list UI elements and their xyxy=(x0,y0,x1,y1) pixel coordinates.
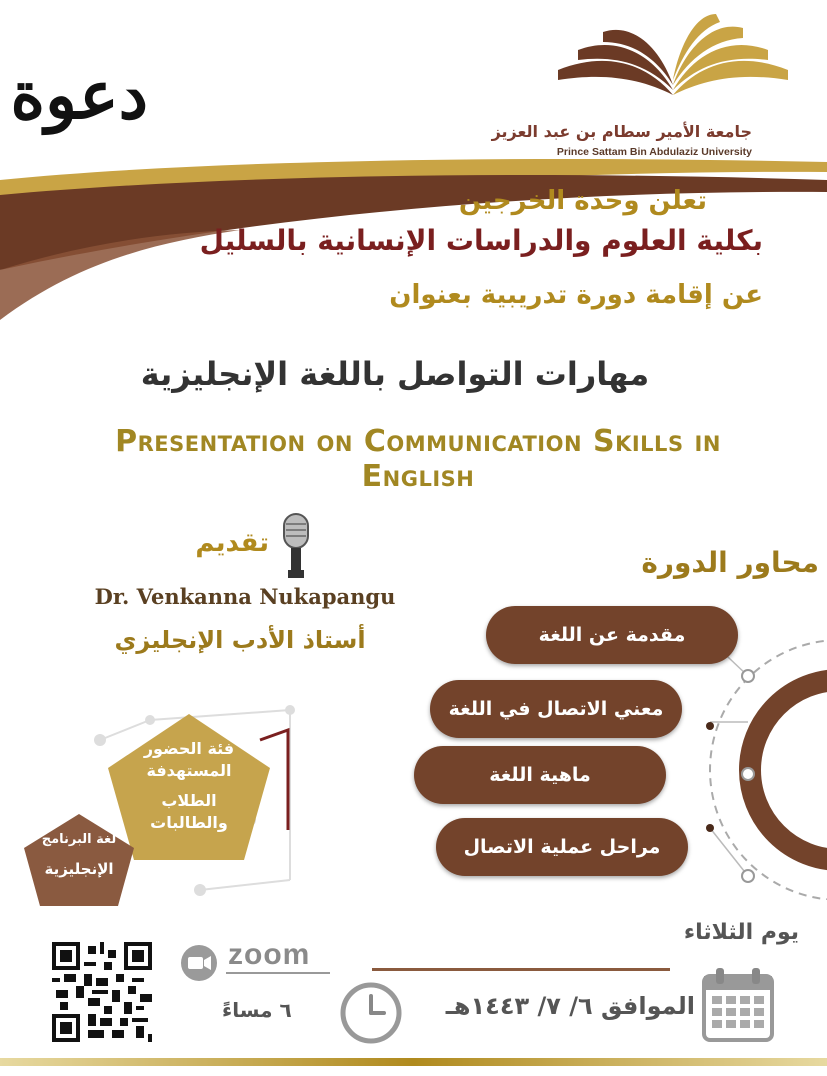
course-axis-item: معني الاتصال في اللغة xyxy=(430,680,682,738)
university-book-emblem-icon xyxy=(548,10,798,120)
zoom-camera-icon xyxy=(180,944,218,982)
event-time: ٦ مساءً xyxy=(222,998,292,1022)
divider xyxy=(372,968,670,971)
calendar-icon xyxy=(700,966,776,1044)
presenter-title: أستاذ الأدب الإنجليزي xyxy=(114,626,366,654)
qr-code[interactable] xyxy=(52,942,152,1042)
target-audience-value: الطلاب والطالبات xyxy=(150,791,228,832)
invitation-word: دعوة xyxy=(10,56,148,134)
program-language-value: الإنجليزية xyxy=(44,860,114,878)
zoom-underline xyxy=(226,972,330,974)
course-axis-item: ماهية اللغة xyxy=(414,746,666,804)
presenter-label: تقديم xyxy=(195,528,269,558)
event-day: يوم الثلاثاء xyxy=(683,920,799,945)
announcement-line-1: تعلن وحدة الخرجين xyxy=(458,186,707,216)
program-language-label: لغة البرنامج xyxy=(41,832,117,847)
target-audience-label: فئة الحضور المستهدفة xyxy=(143,739,235,780)
course-title-english: Presentation on Communication Skills in English xyxy=(115,424,721,494)
announcement-line-3: عن إقامة دورة تدريبية بعنوان xyxy=(389,280,763,310)
zoom-logo-text: zoom xyxy=(228,938,311,971)
course-axis-item: مقدمة عن اللغة xyxy=(486,606,738,664)
presenter-name: Dr. Venkanna Nukapangu xyxy=(94,584,396,609)
university-logo xyxy=(491,10,798,160)
bottom-bar xyxy=(0,1058,827,1066)
clock-icon xyxy=(340,982,402,1044)
announcement-line-2: بكلية العلوم والدراسات الإنسانية بالسليل xyxy=(199,224,763,257)
course-axes-title: محاور الدورة xyxy=(641,546,819,579)
university-name-english: Prince Sattam Bin Abdulaziz University xyxy=(556,146,752,158)
course-axis-item: مراحل عملية الاتصال xyxy=(436,818,688,876)
course-title-arabic: مهارات التواصل باللغة الإنجليزية xyxy=(140,355,650,393)
microphone-icon xyxy=(276,512,316,582)
event-date: الموافق ٦/ ٧/ ١٤٤٣هـ xyxy=(445,992,695,1020)
university-name-arabic: جامعة الأمير سطام بن عبد العزيز xyxy=(491,122,752,141)
